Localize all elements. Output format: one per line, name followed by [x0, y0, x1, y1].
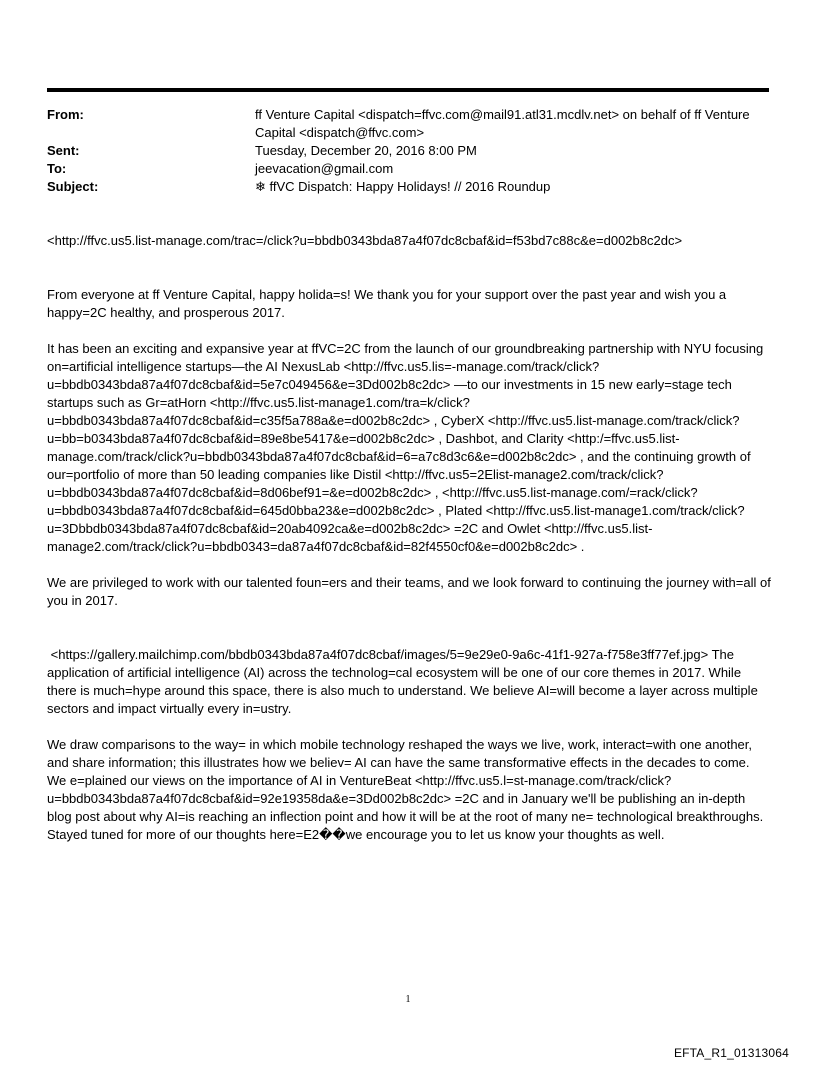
- subject-label: Subject:: [47, 179, 99, 194]
- from-row: [47, 106, 769, 142]
- from-label: From:: [47, 107, 84, 122]
- to-row: [47, 160, 769, 178]
- email-body: [47, 232, 775, 844]
- header-divider-rule: [47, 88, 769, 92]
- paragraph-greeting: From everyone at ff Venture Capital, happy holida=s! We thank you for your support over the past year and wish you a happy=2C healthy, and prosperous 2017.: [47, 287, 730, 320]
- sent-row: [47, 142, 769, 160]
- paragraph-year-review: It has been an exciting and expansive year at ffVC=2C from the launch of our groundbreaking partnership with NYU focusing on=artificial intelligence startups—the AI NexusLab <http://ffvc.us5.lis=-manage.com/track/click?u=bbdb0343bda87a4f07dc8cbaf&id=5e7c049456&e=3Dd002b8c2dc> —to our investments in 15 new early=stage tech startups such as Gr=atHorn <http://ffvc.us5.list-manage1.com/tra=k/click?u=bbdb0343bda87a4f07dc8cbaf&id=c35f5a788a&e=d002b8c2dc> , CyberX <http://ffvc.us5.list-manage.com/track/click?u=bb=b0343bda87a4f07dc8cbaf&id=89e8be5417&e=d002b8c2dc> , Dashbot, and Clarity <http:/=ffvc.us5.list-manage.com/track/click?u=bbdb0343bda87a4f07dc8cbaf&id=6=a7c8d3c6&e=d002b8c2dc> , and the continuing growth of our=portfolio of more than 50 leading companies like Distil <http://ffvc.us5=2Elist-manage2.com/track/click?u=bbdb0343bda87a4f07dc8cbaf&id=8d06bef91=&e=d002b8c2dc> , <http://ffvc.us5.list-manage.com/=rack/click?u=bbdb0343bda87a4f07dc8cbaf&id=645d0bba23&e=d002b8c2dc> , Plated <http://ffvc.us5.list-manage1.com/track/click?u=3Dbbdb0343bda87a4f07dc8cbaf&id=20ab4092ca&e=d002b8c2dc> =2C and Owlet <http://ffvc.us5.list-manage2.com/track/click?u=bbdb0343=da87a4f07dc8cbaf&id=82f4550cf0&e=d002b8c2dc> .: [47, 341, 767, 554]
- from-value: ff Venture Capital <dispatch=ffvc.com@mail91.atl31.mcdlv.net> on behalf of ff Venture Capital <dispatch@ffvc.com>: [255, 107, 750, 140]
- tracking-link: <http://ffvc.us5.list-manage.com/trac=/click?u=bbdb0343bda87a4f07dc8cbaf&id=f53bd7c88c&e=d002b8c2dc>: [47, 233, 683, 248]
- document-id: EFTA_R1_01313064: [673, 1046, 789, 1060]
- email-headers: [47, 106, 769, 196]
- subject-row: [47, 178, 769, 196]
- sent-value: Tuesday, December 20, 2016 8:00 PM: [255, 143, 477, 158]
- page-number: 1: [405, 994, 411, 1005]
- to-value: jeevacation@gmail.com: [255, 161, 394, 176]
- paragraph-ai-theme: <https://gallery.mailchimp.com/bbdb0343bda87a4f07dc8cbaf/images/5=9e29e0-9a6c-41f1-927a-f758e3ff77ef.jpg> The application of artificial intelligence (AI) across the technolog=cal ecosystem will be one of our core themes in 2017. While there is much=hype around this space, there is also much to understand. We believe AI=will become a layer across multiple sectors and impact virtually every in=ustry.: [47, 647, 762, 716]
- sent-label: Sent:: [47, 143, 80, 158]
- to-label: To:: [47, 161, 67, 176]
- subject-value: ❄ ffVC Dispatch: Happy Holidays! // 2016 Roundup: [255, 179, 551, 194]
- paragraph-founders: We are privileged to work with our talented foun=ers and their teams, and we look forward to continuing the journey with=all of you in 2017.: [47, 575, 775, 608]
- paragraph-mobile-comparison: We draw comparisons to the way= in which mobile technology reshaped the ways we live, work, interact=with one another, and share information; this illustrates how we believ= AI can have the same transformative effects in the decades to come. We e=plained our views on the importance of AI in VentureBeat <http://ffvc.us5.l=st-manage.com/track/click?u=bbdb0343bda87a4f07dc8cbaf&id=92e19358da&e=3Dd002b8c2dc> =2C and in January we'll be publishing an in-depth blog post about why AI=is reaching an inflection point and how it will be at the root of many ne= technological breakthroughs. Stayed tuned for more of our thoughts here=E2��we encourage you to let us know your thoughts as well.: [47, 737, 767, 842]
